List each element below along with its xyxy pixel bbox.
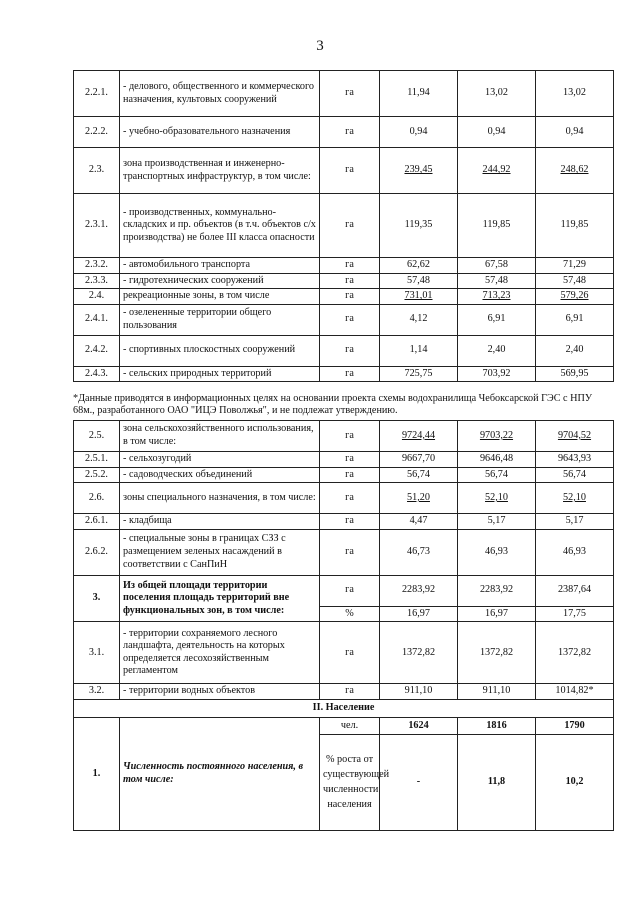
row-name: Численность постоянного населения, в том числе: [120, 717, 320, 830]
row-name: зона производственная и инженерно-транспортных инфраструктур, в том числе: [120, 148, 320, 194]
value-2011: 725,75 [380, 366, 458, 382]
value-2011: 9667,70 [380, 452, 458, 468]
row-name: - кладбища [120, 514, 320, 530]
row-number: 2.4. [74, 289, 120, 305]
value-first-stage: 2,40 [458, 335, 536, 366]
underlined-value: 9703,22 [479, 429, 514, 441]
value-2011: 57,48 [380, 273, 458, 289]
value-first-stage: 6,91 [458, 304, 536, 335]
row-unit: га [320, 289, 380, 305]
table-row [74, 452, 614, 468]
table-row [74, 684, 614, 700]
value-2011: - [380, 734, 458, 830]
table-row [74, 366, 614, 382]
row-unit: га [320, 467, 380, 483]
row-unit: га [320, 452, 380, 468]
row-unit: га [320, 335, 380, 366]
section-title: II. Население [74, 699, 614, 717]
value-estimated: 13,02 [536, 71, 614, 117]
value-estimated: 57,48 [536, 273, 614, 289]
table-row [74, 273, 614, 289]
table-row [74, 467, 614, 483]
row-number: 2.5. [74, 421, 120, 452]
row-name: - производственных, коммунально-складских и пр. объектов (в т.ч. объектов с/х производства) не более III класса опасности [120, 194, 320, 258]
value-2011: 16,97 [380, 606, 458, 622]
value-estimated: 569,95 [536, 366, 614, 382]
row-name: рекреационные зоны, в том числе [120, 289, 320, 305]
table-row [74, 117, 614, 148]
value-first-stage: 911,10 [458, 684, 536, 700]
land-use-table-part2 [73, 420, 614, 831]
table-row [74, 529, 614, 575]
table-row [74, 514, 614, 530]
table-row [74, 148, 614, 194]
row-unit: га [320, 258, 380, 274]
row-name: - гидротехнических сооружений [120, 273, 320, 289]
value-2011 [380, 483, 458, 514]
row-unit: га [320, 148, 380, 194]
row-number: 2.6.2. [74, 529, 120, 575]
underlined-value: 52,10 [485, 491, 508, 503]
row-name: Из общей площади территории поселения площадь территорий вне функциональных зон, в том числе: [120, 575, 320, 622]
row-name: - садоводческих объединений [120, 467, 320, 483]
table-row [74, 71, 614, 117]
row-name: - автомобильного транспорта [120, 258, 320, 274]
row-name: - территории сохраняемого лесного ландшафта, деятельность на которых определяется лесохозяйственным регламентом [120, 622, 320, 684]
value-estimated: 5,17 [536, 514, 614, 530]
value-estimated: 2,40 [536, 335, 614, 366]
section-header-row [74, 699, 614, 717]
row-unit: га [320, 273, 380, 289]
value-first-stage: 119,85 [458, 194, 536, 258]
value-estimated: 1014,82* [536, 684, 614, 700]
value-2011: 0,94 [380, 117, 458, 148]
row-number: 2.3. [74, 148, 120, 194]
row-name: - делового, общественного и коммерческого назначения, культовых сооружений [120, 71, 320, 117]
value-first-stage: 11,8 [458, 734, 536, 830]
value-estimated [536, 289, 614, 305]
table-row [74, 194, 614, 258]
value-estimated [536, 483, 614, 514]
underlined-value: 248,62 [560, 164, 589, 176]
row-number: 2.3.2. [74, 258, 120, 274]
row-unit: % роста от существующей численности населения [320, 734, 380, 830]
row-name: - учебно-образовательного назначения [120, 117, 320, 148]
underlined-value: 713,23 [482, 290, 511, 302]
value-2011: 1,14 [380, 335, 458, 366]
row-unit: % [320, 606, 380, 622]
row-name: - сельхозугодий [120, 452, 320, 468]
value-estimated: 0,94 [536, 117, 614, 148]
value-2011: 4,12 [380, 304, 458, 335]
value-2011: 56,74 [380, 467, 458, 483]
row-unit: га [320, 622, 380, 684]
value-2011: 911,10 [380, 684, 458, 700]
footnote: *Данные приводятся в информационных целях на основании проекта схемы водохранилища Чебоксарской ГЭС с НПУ 68м., разработанного ОАО "ИЦЭ Поволжья", и не подлежат утверждению. [73, 393, 593, 416]
value-2011 [380, 289, 458, 305]
row-name: зоны специального назначения, в том числе: [120, 483, 320, 514]
value-first-stage [458, 421, 536, 452]
row-name: зона сельскохозяйственного использования, в том числе: [120, 421, 320, 452]
row-unit: га [320, 421, 380, 452]
value-2011 [380, 148, 458, 194]
table-row [74, 258, 614, 274]
table-row [74, 622, 614, 684]
table-row [74, 289, 614, 305]
row-unit: га [320, 684, 380, 700]
row-name: - сельских природных территорий [120, 366, 320, 382]
row-number: 2.3.1. [74, 194, 120, 258]
row-number: 2.5.1. [74, 452, 120, 468]
table-row [74, 304, 614, 335]
row-name: - территории водных объектов [120, 684, 320, 700]
value-first-stage: 9646,48 [458, 452, 536, 468]
value-2011: 2283,92 [380, 575, 458, 606]
row-number: 2.6. [74, 483, 120, 514]
value-first-stage [458, 483, 536, 514]
value-estimated: 56,74 [536, 467, 614, 483]
underlined-value: 239,45 [404, 164, 433, 176]
value-first-stage: 5,17 [458, 514, 536, 530]
value-estimated: 2387,64 [536, 575, 614, 606]
row-unit: га [320, 117, 380, 148]
underlined-value: 52,10 [563, 491, 586, 503]
underlined-value: 244,92 [482, 164, 511, 176]
value-first-stage [458, 148, 536, 194]
value-2011: 46,73 [380, 529, 458, 575]
row-unit: га [320, 483, 380, 514]
value-first-stage: 16,97 [458, 606, 536, 622]
value-estimated: 119,85 [536, 194, 614, 258]
row-name: - спортивных плоскостных сооружений [120, 335, 320, 366]
value-estimated: 71,29 [536, 258, 614, 274]
page-number: 3 [316, 38, 324, 54]
underlined-value: 9724,44 [401, 429, 436, 441]
value-estimated: 1790 [536, 717, 614, 734]
value-2011: 1372,82 [380, 622, 458, 684]
row-unit: га [320, 575, 380, 606]
value-2011: 62,62 [380, 258, 458, 274]
value-first-stage: 703,92 [458, 366, 536, 382]
underlined-value: 731,01 [404, 290, 433, 302]
row-number: 2.6.1. [74, 514, 120, 530]
row-unit: га [320, 194, 380, 258]
row-unit: га [320, 304, 380, 335]
value-2011: 119,35 [380, 194, 458, 258]
value-first-stage: 2283,92 [458, 575, 536, 606]
value-2011: 1624 [380, 717, 458, 734]
table-row [74, 335, 614, 366]
value-2011: 11,94 [380, 71, 458, 117]
row-number: 3.1. [74, 622, 120, 684]
value-first-stage: 1372,82 [458, 622, 536, 684]
underlined-value: 51,20 [407, 491, 430, 503]
value-estimated: 1372,82 [536, 622, 614, 684]
population-row-a [74, 717, 614, 734]
value-first-stage: 13,02 [458, 71, 536, 117]
value-first-stage: 0,94 [458, 117, 536, 148]
row-name: - специальные зоны в границах СЗЗ с размещением зеленых насаждений в соответствии с СанПиН [120, 529, 320, 575]
value-estimated: 9643,93 [536, 452, 614, 468]
row-name: - озелененные территории общего пользования [120, 304, 320, 335]
underlined-value: 579,26 [560, 290, 589, 302]
row-number: 2.2.2. [74, 117, 120, 148]
underlined-value: 9704,52 [557, 429, 592, 441]
row-unit: чел. [320, 717, 380, 734]
value-first-stage: 67,58 [458, 258, 536, 274]
table-row [74, 421, 614, 452]
table-row [74, 483, 614, 514]
row-number: 2.3.3. [74, 273, 120, 289]
value-first-stage [458, 289, 536, 305]
value-estimated: 10,2 [536, 734, 614, 830]
row-number: 3. [74, 575, 120, 622]
value-estimated [536, 421, 614, 452]
value-first-stage: 46,93 [458, 529, 536, 575]
row-number: 2.4.3. [74, 366, 120, 382]
row-unit: га [320, 366, 380, 382]
value-estimated [536, 148, 614, 194]
value-estimated: 46,93 [536, 529, 614, 575]
value-estimated: 6,91 [536, 304, 614, 335]
value-first-stage: 57,48 [458, 273, 536, 289]
row-unit: га [320, 514, 380, 530]
value-2011 [380, 421, 458, 452]
table-row-3-a [74, 575, 614, 606]
row-number: 2.4.1. [74, 304, 120, 335]
value-first-stage: 56,74 [458, 467, 536, 483]
row-number: 2.2.1. [74, 71, 120, 117]
value-first-stage: 1816 [458, 717, 536, 734]
value-2011: 4,47 [380, 514, 458, 530]
row-number: 2.4.2. [74, 335, 120, 366]
row-unit: га [320, 71, 380, 117]
row-number: 3.2. [74, 684, 120, 700]
row-unit: га [320, 529, 380, 575]
row-number: 2.5.2. [74, 467, 120, 483]
value-estimated: 17,75 [536, 606, 614, 622]
land-use-table-part1 [73, 70, 614, 382]
row-number: 1. [74, 717, 120, 830]
